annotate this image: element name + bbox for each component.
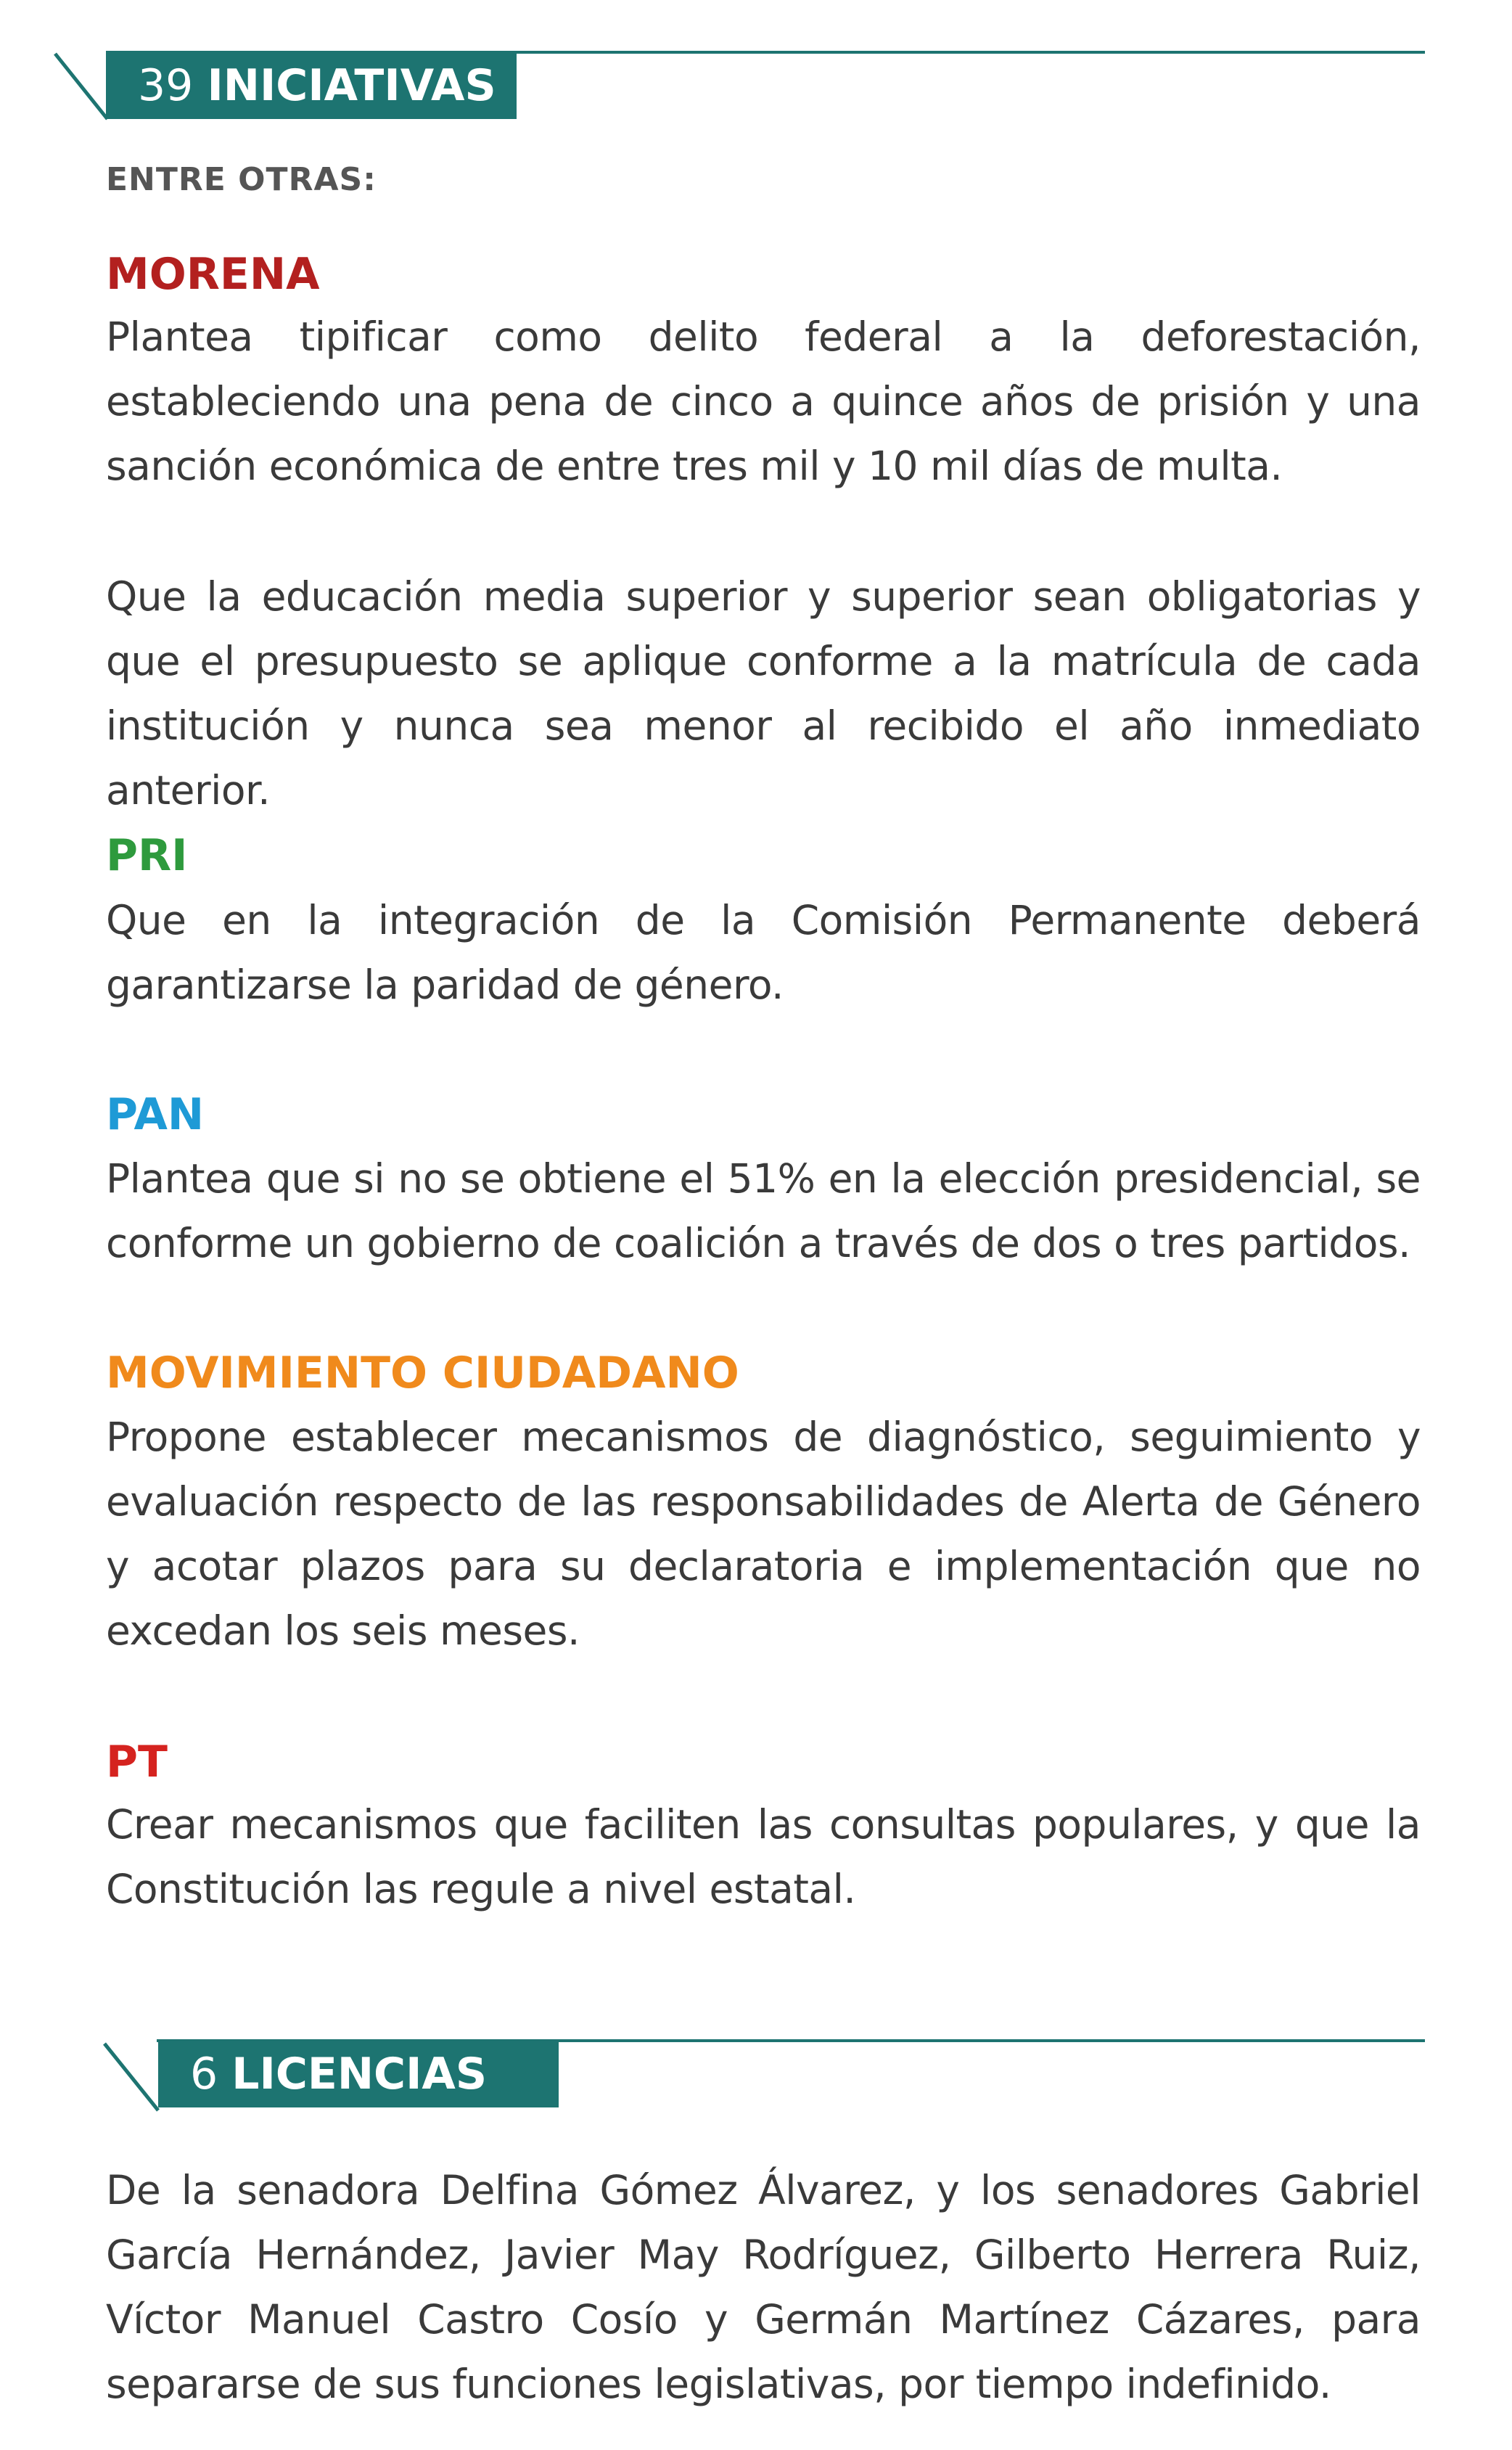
section-header-licencias [0, 2038, 1429, 2110]
licencias-paragraph: De la senadora Delfina Gómez Álvarez, y los senadores Gabriel García Hernández, Javier May Rodríguez, Gilberto Herrera Ruiz, Víctor Manuel Castro Cosío y Germán Martínez Cázares, para separarse de sus funciones legislativas, por tiempo indefinido. [106, 2167, 1421, 2407]
morena-paragraph-2: Que la educación media superior y superior sean obligatorias y que el presupuesto se aplique conforme a la matrícula de cada institución y nunca sea menor al recibido el año inmediato anterior. [106, 573, 1421, 814]
party-name-pri: PRI [106, 830, 188, 881]
party-name-morena: MORENA [106, 249, 320, 300]
iniciativas-label: INICIATIVAS [207, 60, 496, 111]
iniciativas-count: 39 [138, 60, 194, 111]
morena-paragraph-1: Plantea tipificar como delito federal a la deforestación, estableciendo una pena de cinco a quince años de prisión y una sanción económica de entre tres mil y 10 mil días de multa. [106, 314, 1421, 489]
mc-paragraph: Propone establecer mecanismos de diagnóstico, seguimiento y evaluación respecto de las responsabilidades de Alerta de Género y acotar plazos para su declaratoria e implementación que no excedan los seis meses. [106, 1414, 1421, 1654]
subheading: ENTRE OTRAS: [106, 161, 377, 198]
party-name-movimiento-ciudadano: MOVIMIENTO CIUDADANO [106, 1348, 739, 1398]
licencias-label: LICENCIAS [231, 2049, 488, 2099]
licencias-count: 6 [190, 2049, 218, 2099]
pri-paragraph: Que en la integración de la Comisión Permanente deberá garantizarse la paridad de género. [106, 897, 1421, 1008]
section-title-licencias [158, 2041, 559, 2107]
pan-paragraph: Plantea que si no se obtiene el 51% en la elección presidencial, se conforme un gobierno de coalición a través de dos o tres partidos. [106, 1155, 1421, 1266]
party-name-pt: PT [106, 1737, 168, 1787]
section-header-iniciativas [0, 49, 1429, 122]
party-name-pan: PAN [106, 1089, 205, 1140]
section-title-iniciativas [106, 52, 517, 119]
pt-paragraph: Crear mecanismos que faciliten las consultas populares, y que la Constitución las regule a nivel estatal. [106, 1801, 1421, 1912]
